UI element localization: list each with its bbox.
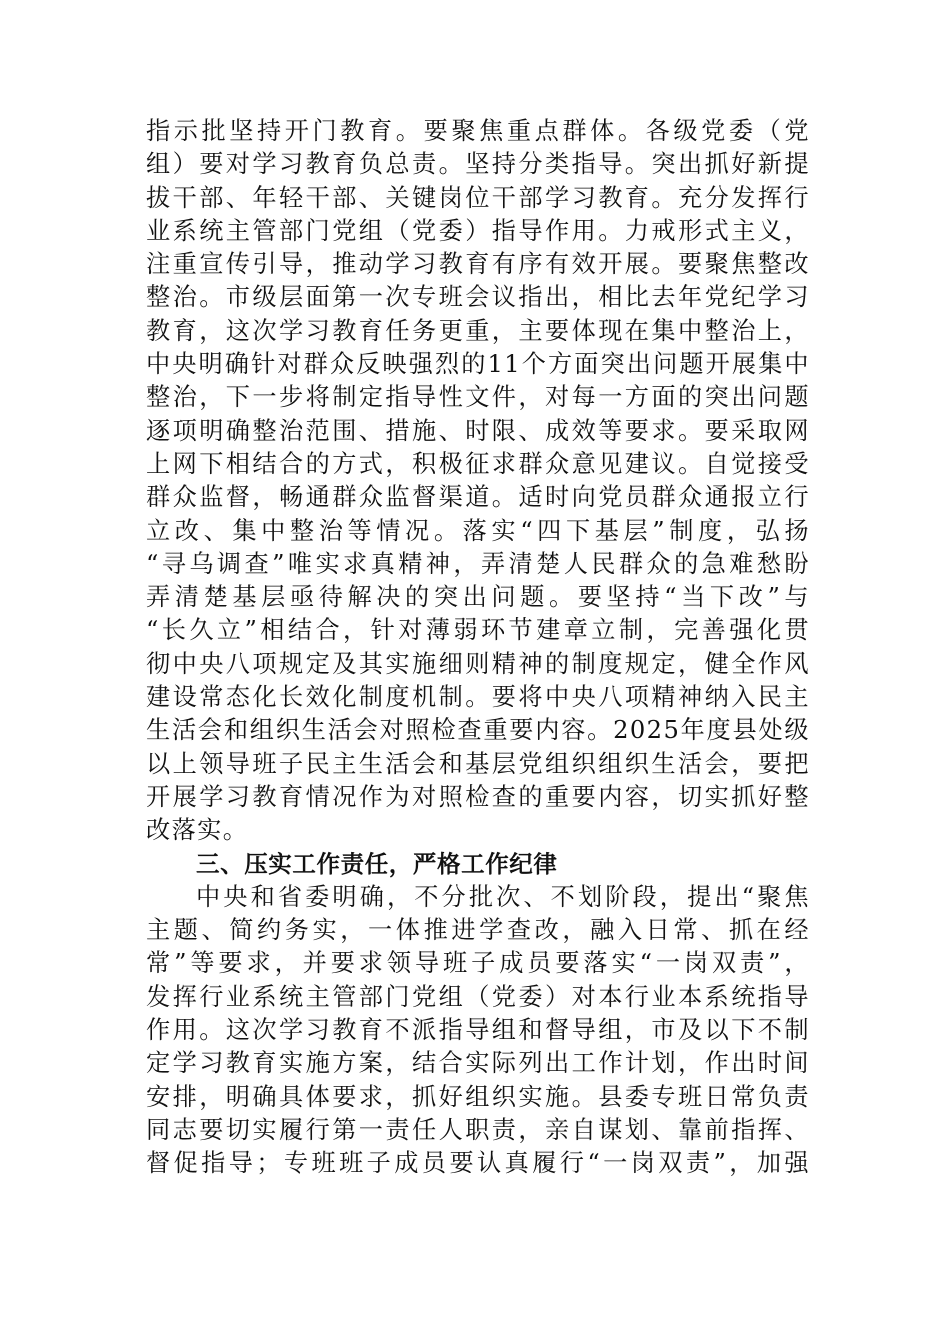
text-line: 发挥行业系统主管部门党组（党委）对本行业本系统指导 <box>146 982 810 1011</box>
text-line: 以上领导班子民主生活会和基层党组织组织生活会，要把 <box>146 749 810 778</box>
text-line: 生活会和组织生活会对照检查重要内容。2025年度县处级 <box>146 716 810 745</box>
text-line: 中央和省委明确，不分批次、不划阶段，提出“聚焦 <box>196 882 810 911</box>
text-line: 建设常态化长效化制度机制。要将中央八项精神纳入民主 <box>146 683 810 712</box>
section-heading: 三、压实工作责任，严格工作纪律 <box>196 849 558 878</box>
text-line: 整治，下一步将制定指导性文件，对每一方面的突出问题 <box>146 383 810 412</box>
text-line: 弄清楚基层亟待解决的突出问题。要坚持“当下改”与 <box>146 583 810 612</box>
text-line: 督促指导；专班班子成员要认真履行“一岗双责”，加强 <box>146 1149 810 1178</box>
text-line: 指示批坚持开门教育。要聚焦重点群体。各级党委（党 <box>146 117 810 145</box>
text-line: 开展学习教育情况作为对照检查的重要内容，切实抓好整 <box>146 782 810 811</box>
text-line: 注重宣传引导，推动学习教育有序有效开展。要聚焦整改 <box>146 250 810 279</box>
document-body <box>146 115 810 1181</box>
text-line: 逐项明确整治范围、措施、时限、成效等要求。要采取网 <box>146 416 810 445</box>
paragraph-1 <box>146 115 810 848</box>
text-line: 业系统主管部门党组（党委）指导作用。力戒形式主义， <box>146 216 810 245</box>
text-line: “长久立”相结合，针对薄弱环节建章立制，完善强化贯 <box>146 616 810 645</box>
text-line: 教育，这次学习教育任务更重，主要体现在集中整治上， <box>146 316 810 345</box>
text-line: 主题、简约务实，一体推进学查改，融入日常、抓在经 <box>146 916 810 945</box>
text-line: 立改、集中整治等情况。落实“四下基层”制度，弘扬 <box>146 516 810 545</box>
text-line: 常”等要求，并要求领导班子成员要落实“一岗双责”， <box>146 949 810 978</box>
text-line: “寻乌调查”唯实求真精神，弄清楚人民群众的急难愁盼 <box>146 549 810 578</box>
text-line: 安排，明确具体要求，抓好组织实施。县委专班日常负责 <box>146 1082 810 1111</box>
text-line: 拔干部、年轻干部、关键岗位干部学习教育。充分发挥行 <box>146 183 810 212</box>
paragraph-2 <box>146 881 810 1181</box>
text-line: 上网下相结合的方式，积极征求群众意见建议。自觉接受 <box>146 449 810 478</box>
text-line: 组）要对学习教育负总责。坚持分类指导。突出抓好新提 <box>146 150 810 179</box>
text-line: 定学习教育实施方案，结合实际列出工作计划，作出时间 <box>146 1049 810 1078</box>
text-line: 彻中央八项规定及其实施细则精神的制度规定，健全作风 <box>146 649 810 678</box>
text-line: 整治。市级层面第一次专班会议指出，相比去年党纪学习 <box>146 283 810 312</box>
text-line: 作用。这次学习教育不派指导组和督导组，市及以下不制 <box>146 1016 810 1045</box>
text-line: 同志要切实履行第一责任人职责，亲自谋划、靠前指挥、 <box>146 1115 810 1144</box>
text-line: 群众监督，畅通群众监督渠道。适时向党员群众通报立行 <box>146 483 810 512</box>
text-line: 改落实。 <box>146 816 249 845</box>
text-line: 中央明确针对群众反映强烈的11个方面突出问题开展集中 <box>146 350 810 379</box>
